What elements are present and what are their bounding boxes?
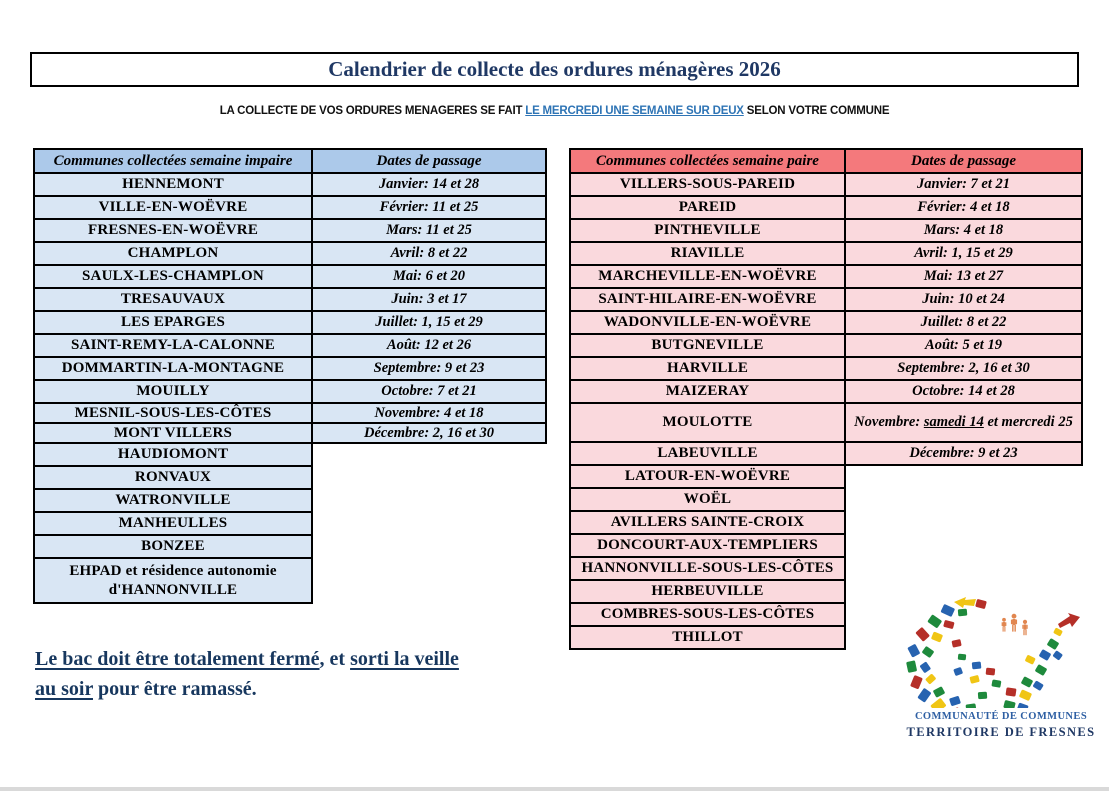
commune-cell: PINTHEVILLE xyxy=(569,218,846,243)
date-cell: Novembre: samedi 14 et mercredi 25 xyxy=(844,402,1083,443)
commune-cell: AVILLERS SAINTE-CROIX xyxy=(569,510,846,535)
commune-cell: SAINT-HILAIRE-EN-WOËVRE xyxy=(569,287,846,312)
dates-header-cell: Dates de passage xyxy=(844,148,1083,174)
dates-header-cell: Dates de passage xyxy=(311,148,547,174)
date-cell: Mars: 11 et 25 xyxy=(311,218,547,243)
footer-divider xyxy=(0,787,1109,791)
commune-cell: HENNEMONT xyxy=(33,172,313,197)
commune-cell: PAREID xyxy=(569,195,846,220)
commune-cell: SAINT-REMY-LA-CALONNE xyxy=(33,333,313,358)
subtitle xyxy=(0,105,1109,117)
bin-instructions-note xyxy=(35,644,480,704)
commune-cell: MOUILLY xyxy=(33,379,313,404)
commune-cell: VILLERS-SOUS-PAREID xyxy=(569,172,846,197)
date-cell: Décembre: 2, 16 et 30 xyxy=(311,422,547,444)
note-underline-2: sorti la veille au soir xyxy=(35,648,459,700)
commune-cell: LATOUR-EN-WOËVRE xyxy=(569,464,846,489)
dates-column xyxy=(311,148,547,444)
date-cell: Juin: 3 et 17 xyxy=(311,287,547,312)
date-cell: Mai: 6 et 20 xyxy=(311,264,547,289)
commune-cell: TRESAUVAUX xyxy=(33,287,313,312)
org-name-line2: TERRITOIRE DE FRESNES xyxy=(906,725,1096,739)
note-underline-1: Le bac doit être totalement fermé xyxy=(35,648,320,670)
commune-cell: FRESNES-EN-WOËVRE xyxy=(33,218,313,243)
commune-cell: MOULOTTE xyxy=(569,402,846,443)
commune-cell: MONT VILLERS xyxy=(33,422,313,444)
commune-cell: RIAVILLE xyxy=(569,241,846,266)
date-cell: Juin: 10 et 24 xyxy=(844,287,1083,312)
subtitle-prefix: LA COLLECTE DE VOS ORDURES MENAGERES SE FAIT xyxy=(219,105,526,117)
date-cell: Janvier: 7 et 21 xyxy=(844,172,1083,197)
note-end: pour être ramassé. xyxy=(92,678,257,700)
commune-cell: COMBRES-SOUS-LES-CÔTES xyxy=(569,602,846,627)
date-cell: Avril: 8 et 22 xyxy=(311,241,547,266)
commune-cell: DOMMARTIN-LA-MONTAGNE xyxy=(33,356,313,381)
commune-cell: HAUDIOMONT xyxy=(33,442,313,467)
commune-cell: BUTGNEVILLE xyxy=(569,333,846,358)
date-cell: Avril: 1, 15 et 29 xyxy=(844,241,1083,266)
commune-cell: DONCOURT-AUX-TEMPLIERS xyxy=(569,533,846,558)
commune-cell: BONZEE xyxy=(33,534,313,559)
people-icon xyxy=(1002,614,1028,635)
note-middle: , et xyxy=(319,648,351,670)
date-cell: Juillet: 1, 15 et 29 xyxy=(311,310,547,335)
commune-cell: RONVAUX xyxy=(33,465,313,490)
commune-cell: HARVILLE xyxy=(569,356,846,381)
commune-cell: EHPAD et résidence autonomie d'HANNONVILLE xyxy=(33,557,313,604)
date-cell: Septembre: 2, 16 et 30 xyxy=(844,356,1083,381)
commune-cell: HERBEUVILLE xyxy=(569,579,846,604)
title-box xyxy=(30,52,1079,87)
page-title: Calendrier de collecte des ordures ménagères 2026 xyxy=(328,57,781,81)
commune-cell: MESNIL-SOUS-LES-CÔTES xyxy=(33,402,313,424)
date-cell: Octobre: 14 et 28 xyxy=(844,379,1083,404)
date-cell: Août: 12 et 26 xyxy=(311,333,547,358)
date-cell: Janvier: 14 et 28 xyxy=(311,172,547,197)
date-cell: Mars: 4 et 18 xyxy=(844,218,1083,243)
table-even-week xyxy=(569,148,1083,650)
date-cell: Juillet: 8 et 22 xyxy=(844,310,1083,335)
mosaic-tiles xyxy=(906,597,1080,708)
commune-cell: HANNONVILLE-SOUS-LES-CÔTES xyxy=(569,556,846,581)
communes-header-cell: Communes collectées semaine paire xyxy=(569,148,846,174)
date-cell: Septembre: 9 et 23 xyxy=(311,356,547,381)
dates-column xyxy=(844,148,1083,466)
commune-cell: THILLOT xyxy=(569,625,846,650)
date-cell: Août: 5 et 19 xyxy=(844,333,1083,358)
commune-cell: WATRONVILLE xyxy=(33,488,313,513)
communes-column xyxy=(33,148,313,604)
subtitle-highlight: LE MERCREDI UNE SEMAINE SUR DEUX xyxy=(525,105,744,117)
commune-cell: LES EPARGES xyxy=(33,310,313,335)
commune-cell: SAULX-LES-CHAMPLON xyxy=(33,264,313,289)
subtitle-suffix: SELON VOTRE COMMUNE xyxy=(743,105,890,117)
commune-cell: MANHEULLES xyxy=(33,511,313,536)
date-cell: Février: 4 et 18 xyxy=(844,195,1083,220)
date-cell: Février: 11 et 25 xyxy=(311,195,547,220)
commune-cell: MAIZERAY xyxy=(569,379,846,404)
date-cell: Décembre: 9 et 23 xyxy=(844,441,1083,466)
date-cell: Mai: 13 et 27 xyxy=(844,264,1083,289)
commune-cell: WOËL xyxy=(569,487,846,512)
logo-mosaic xyxy=(906,596,1096,708)
date-cell: Octobre: 7 et 21 xyxy=(311,379,547,404)
org-name-line1: COMMUNAUTÉ DE COMMUNES xyxy=(914,711,1088,722)
commune-cell: LABEUVILLE xyxy=(569,441,846,466)
commune-cell: WADONVILLE-EN-WOËVRE xyxy=(569,310,846,335)
commune-cell: CHAMPLON xyxy=(33,241,313,266)
table-odd-week xyxy=(33,148,547,604)
date-cell: Novembre: 4 et 18 xyxy=(311,402,547,424)
commune-cell: MARCHEVILLE-EN-WOËVRE xyxy=(569,264,846,289)
communes-column xyxy=(569,148,846,650)
communes-header-cell: Communes collectées semaine impaire xyxy=(33,148,313,174)
commune-cell: VILLE-EN-WOËVRE xyxy=(33,195,313,220)
community-logo xyxy=(905,596,1097,740)
